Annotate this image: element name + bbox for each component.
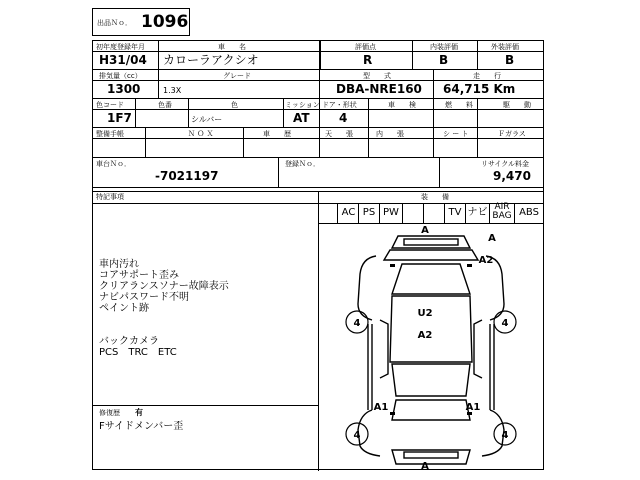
- interior-trim-label: 内 張: [376, 130, 404, 138]
- mark-rear-bumper: A: [421, 461, 429, 470]
- exterior-label: 外装評価: [491, 43, 519, 51]
- recycle-label: リサイクル料金: [481, 160, 530, 168]
- remark-line: [99, 314, 229, 325]
- mark-hood-right: A2: [478, 255, 494, 266]
- mark-windshield: A2: [417, 330, 433, 341]
- score-label: 評価点: [355, 43, 376, 51]
- chassis-value: -7021197: [155, 169, 219, 183]
- repair-value: 有: [135, 408, 143, 417]
- mark-tire-rl: 4: [353, 430, 361, 441]
- remark-line: コアサポート歪み: [99, 270, 179, 281]
- drive-label: 駆 動: [503, 101, 531, 109]
- displacement-label: 排気量（cc）: [99, 72, 142, 80]
- car-name-value: カローラアクシオ: [163, 53, 259, 67]
- remark-line: ペイント跡: [99, 303, 149, 314]
- color-label: 色: [231, 101, 238, 109]
- remark-line: 車内汚れ: [99, 259, 139, 270]
- registration-label: 登録Ｎｏ．: [285, 160, 320, 168]
- nox-label: Ｎ Ｏ Ｘ: [188, 130, 214, 138]
- doors-label: ドア・形状: [322, 101, 357, 109]
- reg-year-label: 初年度登録年月: [96, 43, 145, 51]
- seat-label: シ ー ト: [443, 130, 469, 138]
- equip-airbag: AIR BAG: [492, 202, 512, 221]
- equip-navi: ナビ: [467, 207, 488, 218]
- recycle-value: 9,470: [493, 169, 531, 183]
- mission-label: ミッション: [285, 101, 320, 109]
- mileage-label: 走 行: [473, 72, 501, 80]
- lot-label: 出品Ｎｏ．: [97, 19, 132, 27]
- grade-value: 1.3X: [163, 86, 182, 95]
- maint-label: 整備手帳: [96, 130, 124, 138]
- car-name-label: 車 名: [218, 43, 246, 51]
- remark-line: ナビパスワード不明: [99, 292, 189, 303]
- repair-label: 修復歴: [99, 409, 120, 417]
- color-code-value: 1F7: [107, 111, 132, 125]
- history-label: 車 歴: [263, 130, 291, 138]
- reg-year-value: H31/04: [99, 53, 147, 67]
- mileage-value: 64,715 Km: [443, 82, 516, 96]
- equip-ps: PS: [362, 207, 376, 218]
- grade-label: グレード: [223, 72, 251, 80]
- remark-line: [99, 325, 229, 336]
- exterior-value: B: [505, 53, 515, 67]
- equip-pw: PW: [383, 207, 399, 218]
- doors-value: 4: [339, 111, 348, 125]
- remark-line: バックカメラ: [99, 336, 159, 347]
- model-value: DBA-NRE160: [336, 82, 422, 96]
- fuel-label: 燃 料: [445, 101, 473, 109]
- lot-number-box: [92, 8, 190, 36]
- fglass-label: Ｆガラス: [498, 130, 526, 138]
- remark-line: クリアランスソナー故障表示: [99, 281, 229, 292]
- mission-value: AT: [293, 111, 310, 125]
- color-no-label: 色番: [158, 101, 172, 109]
- color-code-label: 色コード: [96, 101, 124, 109]
- interior-value: B: [439, 53, 449, 67]
- remarks-label: 特記事項: [96, 193, 124, 201]
- remarks-list: [99, 259, 229, 358]
- equipment-label: 装 備: [421, 193, 449, 201]
- color-value: シルバー: [191, 115, 223, 124]
- mark-roof: U2: [417, 308, 433, 319]
- mark-tire-fl: 4: [353, 318, 361, 329]
- mark-tire-rr: 4: [501, 430, 509, 441]
- equip-tv: TV: [448, 207, 462, 218]
- chassis-label: 車台Ｎｏ．: [96, 160, 131, 168]
- mark-door-right: A1: [465, 402, 481, 413]
- model-label: 型 式: [363, 72, 391, 80]
- inspection-label: 車 検: [388, 101, 416, 109]
- equip-ac: AC: [341, 207, 356, 218]
- vehicle-damage-diagram: [320, 224, 542, 470]
- lot-number: 1096: [141, 12, 189, 32]
- mark-right-front-corner: A: [488, 233, 496, 244]
- score-value: R: [363, 53, 373, 67]
- repair-notes: Fサイドメンバー歪: [99, 421, 184, 432]
- displacement-value: 1300: [107, 82, 141, 96]
- remark-line: PCS TRC ETC: [99, 347, 177, 358]
- mark-tire-fr: 4: [501, 318, 509, 329]
- auction-sheet: [92, 40, 544, 470]
- equip-abs: ABS: [519, 207, 539, 218]
- interior-label: 内装評価: [430, 43, 458, 51]
- mark-door-left: A1: [373, 402, 389, 413]
- mark-front-bumper: A: [421, 225, 429, 236]
- ceiling-label: 天 張: [325, 130, 353, 138]
